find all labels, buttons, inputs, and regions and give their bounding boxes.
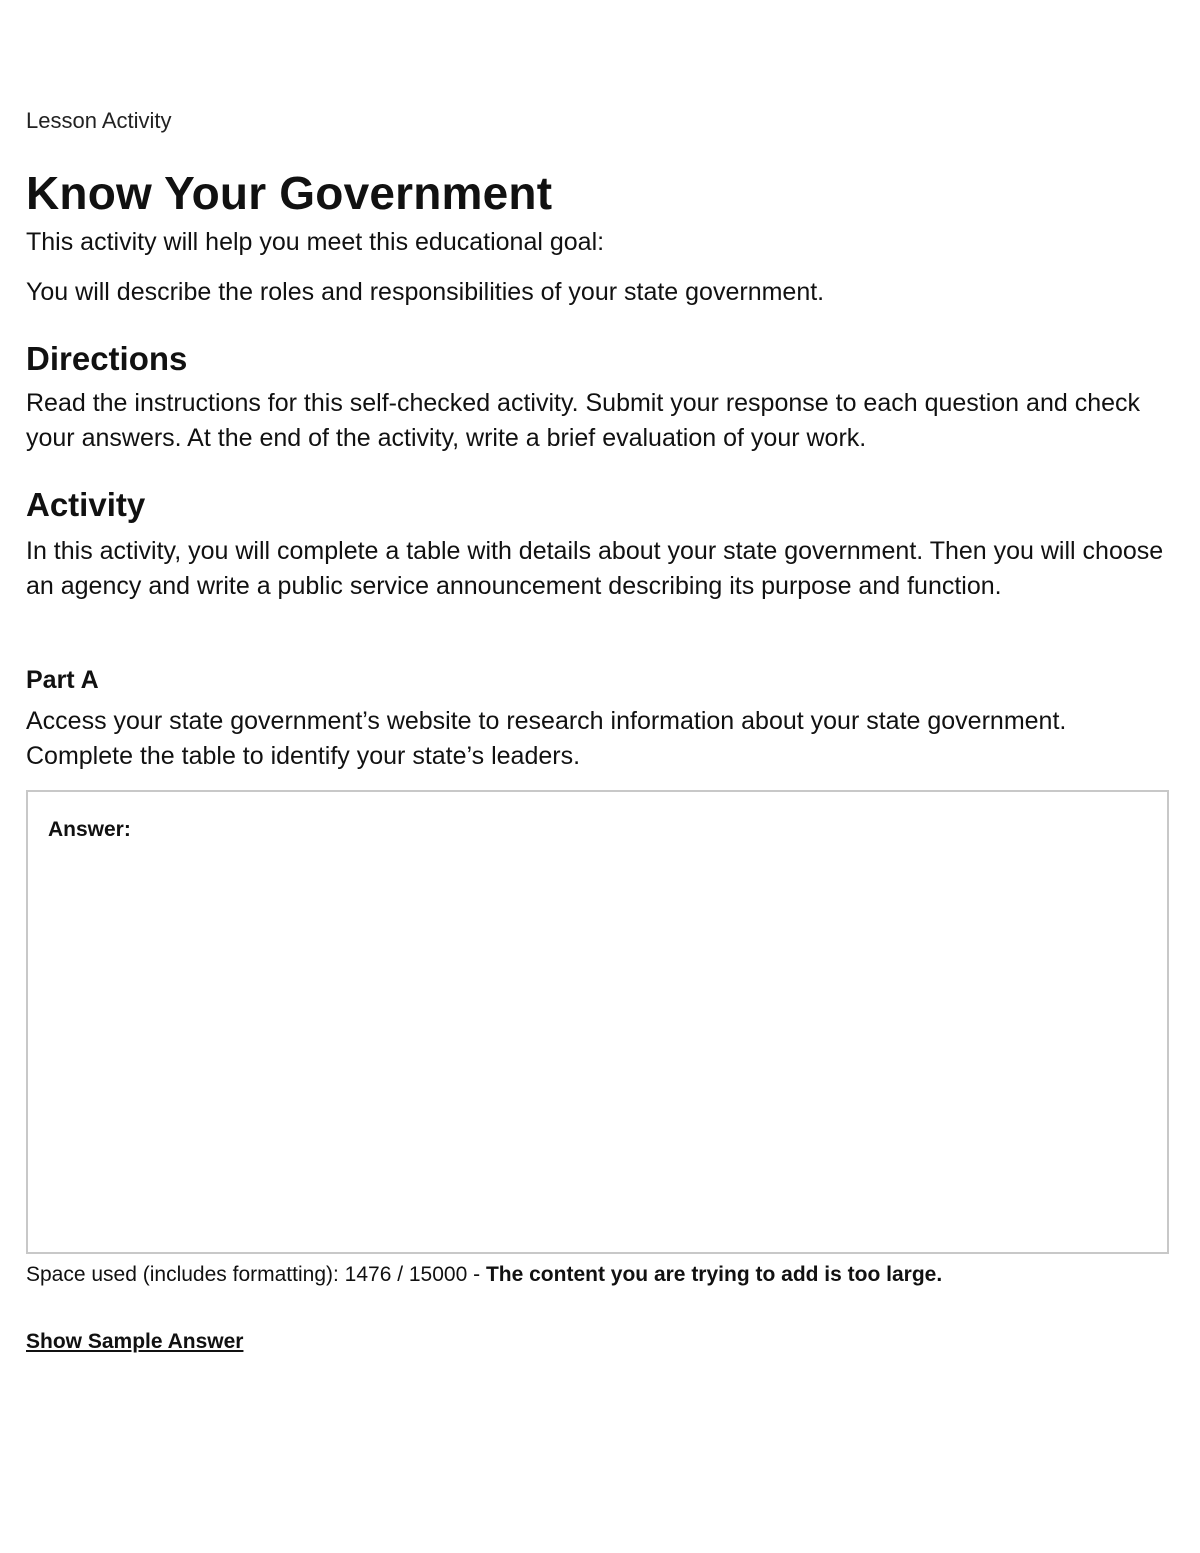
size-warning: The content you are trying to add is too large. <box>485 1263 943 1286</box>
page-title: Know Your Government <box>26 167 553 219</box>
directions-heading: Directions <box>26 340 188 377</box>
activity-heading: Activity <box>26 486 146 523</box>
educational-goal: You will describe the roles and responsibilities of your state government. <box>26 278 825 306</box>
goal-intro: This activity will help you meet this educational goal: <box>26 228 605 256</box>
part-a-heading: Part A <box>26 666 99 694</box>
answer-editor[interactable] <box>26 790 1169 1254</box>
show-sample-answer-link[interactable]: Show Sample Answer <box>26 1330 244 1353</box>
activity-text: In this activity, you will complete a table with details about your state government. Then you will choose an agency and write a public service announcement describing its purpose and function. <box>26 537 1164 600</box>
part-a-text: Access your state government’s website to research information about your state government. Complete the table to identify your state’s leaders. <box>26 707 1067 770</box>
space-used-status <box>26 1263 942 1287</box>
lesson-kicker: Lesson Activity <box>26 108 172 133</box>
answer-label: Answer: <box>48 818 131 841</box>
directions-text: Read the instructions for this self-checked activity. Submit your response to each question and check your answers. At the end of the activity, write a brief evaluation of your work. <box>26 389 1141 452</box>
space-used-label: Space used (includes formatting): 1476 / 15000 - <box>26 1263 486 1286</box>
